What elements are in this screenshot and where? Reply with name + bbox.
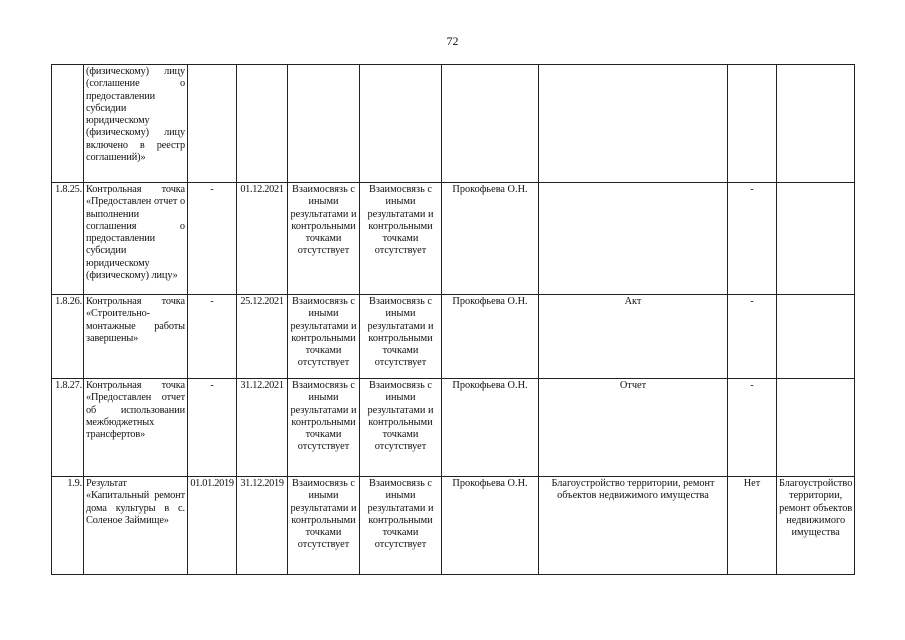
item-number-cell (52, 295, 84, 379)
start-date-text: 01.01.2019 (190, 478, 234, 489)
link-previous-cell (288, 183, 360, 295)
key-flag-text: - (750, 184, 754, 195)
item-number-text: 1.8.25. (55, 184, 82, 195)
responsible-cell (442, 183, 539, 295)
key-flag-text: - (750, 380, 754, 391)
item-name-text: (физическому) лицу (соглашение о предоставлении субсидии юридическому (физическому) лицу включено в реестр соглашений)» (86, 66, 185, 164)
link-previous-text: Взаимосвязь с иными результатами и контрольными точками отсутствует (290, 296, 357, 369)
item-number-text: 1.8.27. (55, 380, 82, 391)
document-cell (539, 183, 728, 295)
item-name-text: Результат «Капитальный ремонт дома культуры в с. Соленое Займище» (86, 478, 185, 526)
link-next-text: Взаимосвязь с иными результатами и контрольными точками отсутствует (367, 380, 434, 453)
responsible-cell (442, 379, 539, 477)
link-previous-cell (288, 65, 360, 183)
start-date-cell (188, 65, 237, 183)
responsible-text: Прокофьева О.Н. (452, 296, 528, 307)
end-date-text: 01.12.2021 (240, 184, 284, 195)
link-next-cell (360, 379, 442, 477)
item-name-cell (84, 183, 188, 295)
document-text: Акт (624, 296, 642, 307)
document-text: Благоустройство территории, ремонт объектов недвижимого имущества (551, 478, 715, 502)
result-description-cell (777, 65, 855, 183)
item-number-cell (52, 379, 84, 477)
start-date-cell (188, 477, 237, 575)
item-number-text: 1.8.26. (55, 296, 82, 307)
key-flag-cell (728, 379, 777, 477)
schedule-table (51, 64, 855, 575)
page-number: 72 (446, 34, 459, 48)
item-number-text: 1.9. (67, 478, 82, 489)
start-date-cell (188, 295, 237, 379)
key-flag-text: - (750, 296, 754, 307)
key-flag-cell (728, 65, 777, 183)
document-cell (539, 379, 728, 477)
table-row (52, 295, 855, 379)
end-date-cell (237, 65, 288, 183)
document-text: Отчет (619, 380, 647, 391)
key-flag-cell (728, 183, 777, 295)
key-flag-text: Нет (743, 478, 761, 489)
link-previous-text: Взаимосвязь с иными результатами и контрольными точками отсутствует (290, 380, 357, 453)
link-previous-text: Взаимосвязь с иными результатами и контрольными точками отсутствует (290, 184, 357, 257)
link-next-text: Взаимосвязь с иными результатами и контрольными точками отсутствует (367, 296, 434, 369)
item-number-cell (52, 65, 84, 183)
result-description-cell (777, 477, 855, 575)
start-date-text: - (210, 184, 214, 195)
link-next-cell (360, 183, 442, 295)
document-cell (539, 65, 728, 183)
link-next-cell (360, 295, 442, 379)
start-date-text: - (210, 296, 214, 307)
link-next-cell (360, 65, 442, 183)
start-date-cell (188, 183, 237, 295)
item-name-cell (84, 477, 188, 575)
end-date-cell (237, 183, 288, 295)
end-date-cell (237, 477, 288, 575)
item-name-text: Контрольная точка «Предоставлен отчет о выполнении соглашения о предоставлении субсидии юридическому (физическому) лицу» (86, 184, 185, 282)
link-previous-text: Взаимосвязь с иными результатами и контрольными точками отсутствует (290, 478, 357, 551)
document-cell (539, 295, 728, 379)
end-date-text: 25.12.2021 (240, 296, 284, 307)
link-next-text: Взаимосвязь с иными результатами и контрольными точками отсутствует (367, 478, 434, 551)
item-name-cell (84, 379, 188, 477)
item-number-cell (52, 183, 84, 295)
item-name-text: Контрольная точка «Строительно-монтажные работы завершены» (86, 296, 185, 344)
table-row (52, 379, 855, 477)
result-description-cell (777, 183, 855, 295)
responsible-cell (442, 477, 539, 575)
document-cell (539, 477, 728, 575)
key-flag-cell (728, 477, 777, 575)
responsible-text: Прокофьева О.Н. (452, 478, 528, 489)
start-date-cell (188, 379, 237, 477)
table-row (52, 183, 855, 295)
end-date-cell (237, 379, 288, 477)
result-description-cell (777, 379, 855, 477)
key-flag-cell (728, 295, 777, 379)
result-description-text: Благоустройство территории, ремонт объектов недвижимого имущества (779, 478, 853, 539)
result-description-cell (777, 295, 855, 379)
end-date-text: 31.12.2019 (240, 478, 284, 489)
table-row (52, 65, 855, 183)
responsible-text: Прокофьева О.Н. (452, 380, 528, 391)
link-next-text: Взаимосвязь с иными результатами и контрольными точками отсутствует (367, 184, 434, 257)
item-name-cell (84, 65, 188, 183)
responsible-text: Прокофьева О.Н. (452, 184, 528, 195)
responsible-cell (442, 65, 539, 183)
link-previous-cell (288, 379, 360, 477)
link-previous-cell (288, 295, 360, 379)
table-row (52, 477, 855, 575)
item-name-text: Контрольная точка «Предоставлен отчет об использовании межбюджетных трансфертов» (86, 380, 185, 441)
responsible-cell (442, 295, 539, 379)
item-number-cell (52, 477, 84, 575)
link-next-cell (360, 477, 442, 575)
link-previous-cell (288, 477, 360, 575)
start-date-text: - (210, 380, 214, 391)
item-name-cell (84, 295, 188, 379)
end-date-text: 31.12.2021 (240, 380, 284, 391)
end-date-cell (237, 295, 288, 379)
